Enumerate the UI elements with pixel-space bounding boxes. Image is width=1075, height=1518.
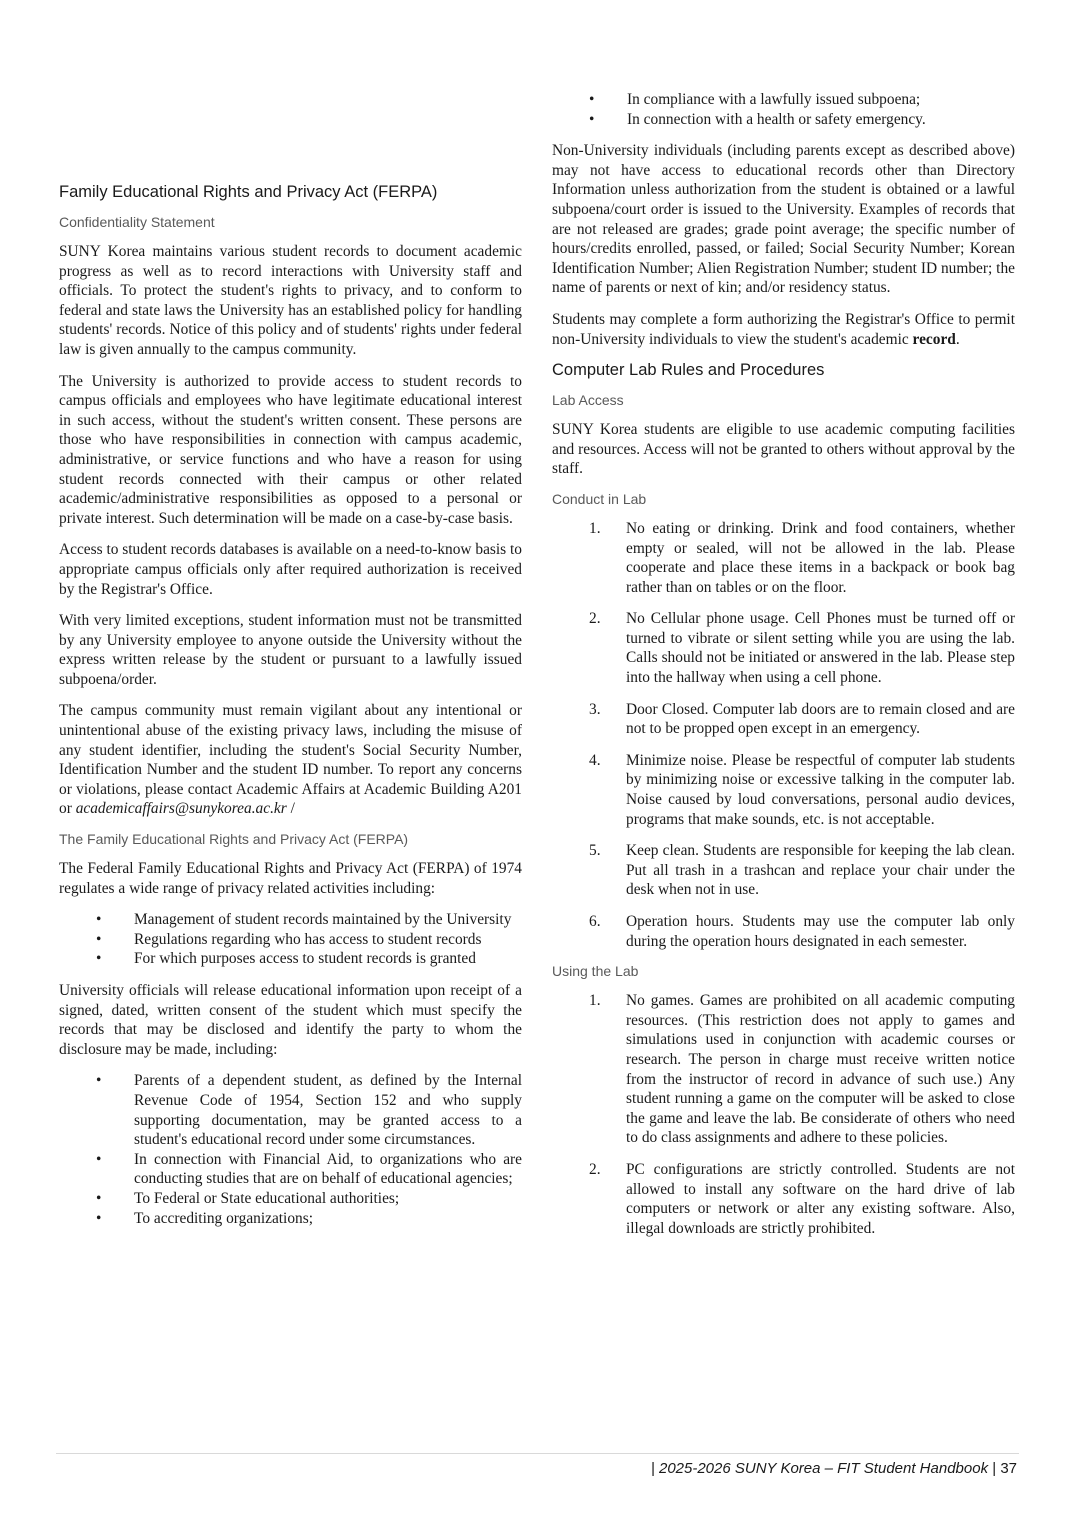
paragraph: Access to student records databases is available on a need-to-know basis to appropriate campus officials only after required authorization is received by the Registrar's Office. [59, 541, 522, 598]
release-bullet-list [59, 1071, 522, 1228]
paragraph: The University is authorized to provide access to student records to campus officials and employees who have legitimate educational interest in such access, without the student's written consent. These persons are those who have responsibilities in connection with campus academic, administrative, or service functions and who have a reason for using student records connected with their campus or other related academic/administrative responsibilities as opposed to a personal or private interest. Such determination will be made on a case-by-case basis. [59, 372, 522, 527]
paragraph: With very limited exceptions, student information must not be transmitted by any University employee to anyone outside the University without the express written release by the student or pursuant to a lawfully issued subpoena/order. [59, 612, 522, 688]
contact-suffix: / [286, 800, 295, 818]
authorize-text: Students may complete a form authorizing the Registrar's Office to permit non-University individuals to view the student's academic [552, 310, 1015, 348]
ferpa-intro: The Federal Family Educational Rights and Privacy Act (FERPA) of 1974 regulates a wide range of privacy related activities including: [59, 860, 522, 897]
subheading-using-lab: Using the Lab [552, 963, 639, 980]
list-item-text: No Cellular phone usage. Cell Phones must be turned off or turned to vibrate or silent setting while you are using the lab. Calls should not be initiated or answered in the lab. Please step into the hallway when using a cell phone. [626, 610, 1015, 687]
list-item [552, 90, 1015, 110]
item-number: 1. [589, 992, 601, 1010]
release-paragraph: University officials will release educational information upon receipt of a signed, dated, written consent of the student which must specify the records that may be disclosed and identify the party to whom the disclosure may be made, including: [59, 982, 522, 1058]
lab-access-paragraph: SUNY Korea students are eligible to use academic computing facilities and resources. Access will not be granted to others without approval by the staff. [552, 421, 1015, 478]
list-item [59, 1209, 522, 1229]
item-number: 5. [589, 842, 601, 860]
item-number: 3. [589, 700, 601, 718]
item-number: 1. [589, 519, 601, 537]
conduct-list [552, 519, 1015, 951]
using-lab-list [552, 991, 1015, 1238]
list-item [552, 991, 1015, 1148]
footer-title: | 2025-2026 SUNY Korea – FIT Student Handbook [650, 1460, 989, 1477]
list-item [552, 700, 1015, 739]
paragraph: SUNY Korea maintains various student records to document academic progress as well as to record interactions with University staff and officials. To protect the student's rights to privacy, and to conform to federal and state laws the University has an established policy for handling students' records. Notice of this policy and of students' rights under federal law is given annually to the campus community. [59, 243, 522, 358]
footer-divider [56, 1453, 1019, 1454]
list-item-text: In compliance with a lawfully issued subpoena; [627, 91, 921, 108]
authorize-paragraph [552, 310, 1015, 349]
continued-bullet-list [552, 90, 1015, 129]
list-item-text: Regulations regarding who has access to student records [134, 930, 482, 948]
ferpa-bullet-list [59, 910, 522, 969]
list-item [552, 751, 1015, 829]
footer-separator: | [988, 1460, 1001, 1477]
list-item [59, 930, 522, 950]
vigilant-paragraph [59, 701, 522, 819]
vigilant-text: The campus community must remain vigilant about any intentional or unintentional abuse of the existing privacy laws, including the misuse of any student identifier, including the student's Social Security Number, Identification Number and the student ID number. To report any concerns or violations, please contact Academic Affairs at Academic Building A201 or [59, 702, 522, 818]
list-item [552, 912, 1015, 951]
item-number: 2. [589, 610, 601, 628]
bullet-icon: • [96, 950, 102, 968]
list-item-text: Operation hours. Students may use the computer lab only during the operation hours designated in each semester. [626, 913, 1015, 950]
bullet-icon: • [96, 1072, 102, 1090]
authorize-bold-text: record [912, 330, 956, 348]
list-item-text: Parents of a dependent student, as defined by the Internal Revenue Code of 1954, Section 152 and who supply supporting documentation, may be granted access to a student's educational record under some circumstances. [134, 1072, 522, 1149]
list-item [552, 1160, 1015, 1238]
list-item-text: Door Closed. Computer lab doors are to remain closed and are not to be propped open except in an emergency. [626, 700, 1015, 738]
bullet-icon: • [96, 1189, 102, 1207]
list-item [552, 110, 1015, 130]
right-column [552, 90, 1015, 1250]
list-item [59, 949, 522, 969]
section-heading-lab: Computer Lab Rules and Procedures [552, 361, 825, 380]
subheading-ferpa: The Family Educational Rights and Privacy Act (FERPA) [59, 831, 409, 848]
item-number: 2. [589, 1160, 601, 1178]
contact-email-link[interactable]: academicaffairs@sunykorea.ac.kr [75, 800, 287, 818]
list-item-text: Minimize noise. Please be respectful of computer lab students by minimizing noise or excessive talking in the computer lab. Noise caused by loud conversations, personal audio devices, programs that make sounds, etc. is not acceptable. [626, 751, 1015, 828]
list-item-text: In connection with Financial Aid, to organizations who are conducting studies that are on behalf of educational agencies; [134, 1150, 522, 1188]
list-item [552, 609, 1015, 687]
left-column [59, 183, 522, 1240]
bullet-icon: • [96, 1150, 102, 1168]
list-item [59, 1189, 522, 1209]
list-item-text: Keep clean. Students are responsible for keeping the lab clean. Put all trash in a trashcan and replace your chair under the desk when not in use. [626, 842, 1015, 899]
bullet-icon: • [96, 911, 102, 929]
list-item-text: In connection with a health or safety emergency. [627, 110, 926, 128]
list-item-text: To Federal or State educational authorities; [134, 1189, 400, 1207]
list-item-text: Management of student records maintained by the University [134, 911, 512, 929]
list-item-text: No games. Games are prohibited on all academic computing resources. (This restriction does not apply to games and simulations used in conjunction with academic courses or research. The person in charge must receive written notice from the instructor of record in advance of such use.) Any student running a game on the computer will be asked to close the game and leave the lab. Be considerate of others who need to do class assignments and adhere to these policies. [626, 992, 1015, 1147]
list-item [552, 519, 1015, 597]
bullet-icon: • [96, 1209, 102, 1227]
subheading-lab-access: Lab Access [552, 392, 624, 409]
list-item-text: PC configurations are strictly controlled. Students are not allowed to install any software on the hard drive of lab computers or network or alter any existing software. Also, illegal downloads are strictly prohibited. [626, 1160, 1015, 1237]
section-heading-ferpa: Family Educational Rights and Privacy Act (FERPA) [59, 183, 438, 201]
page-footer [651, 1460, 1017, 1477]
subheading-conduct: Conduct in Lab [552, 490, 647, 507]
bullet-icon: • [589, 91, 595, 108]
bullet-icon: • [96, 930, 102, 948]
bullet-icon: • [589, 110, 595, 128]
page-number: 37 [1000, 1460, 1017, 1477]
item-number: 6. [589, 913, 601, 930]
list-item-text: No eating or drinking. Drink and food containers, whether empty or sealed, will not be allowed in the lab. Please cooperate and place these items in a backpack or book bag rather than on tables or on the floor. [626, 519, 1015, 596]
list-item-text: To accrediting organizations; [134, 1209, 313, 1227]
item-number: 4. [589, 751, 601, 769]
list-item [59, 1150, 522, 1189]
list-item [552, 841, 1015, 900]
list-item [59, 1071, 522, 1149]
subheading-confidentiality: Confidentiality Statement [59, 214, 215, 230]
list-item-text: For which purposes access to student records is granted [134, 950, 476, 968]
authorize-suffix: . [955, 330, 960, 348]
non-university-paragraph: Non-University individuals (including parents except as described above) may not have access to educational records other than Directory Information unless authorization from the student is obtained or a lawful subpoena/court order is issued to the University. Examples of records that are not released are grades; grade point average; the specific number of hours/credits enrolled, passed, or failed; Social Security Number; Korean Identification Number; Alien Registration Number; student ID number; the name of parents or next of kin; and/or residency status. [552, 142, 1015, 297]
list-item [59, 910, 522, 930]
